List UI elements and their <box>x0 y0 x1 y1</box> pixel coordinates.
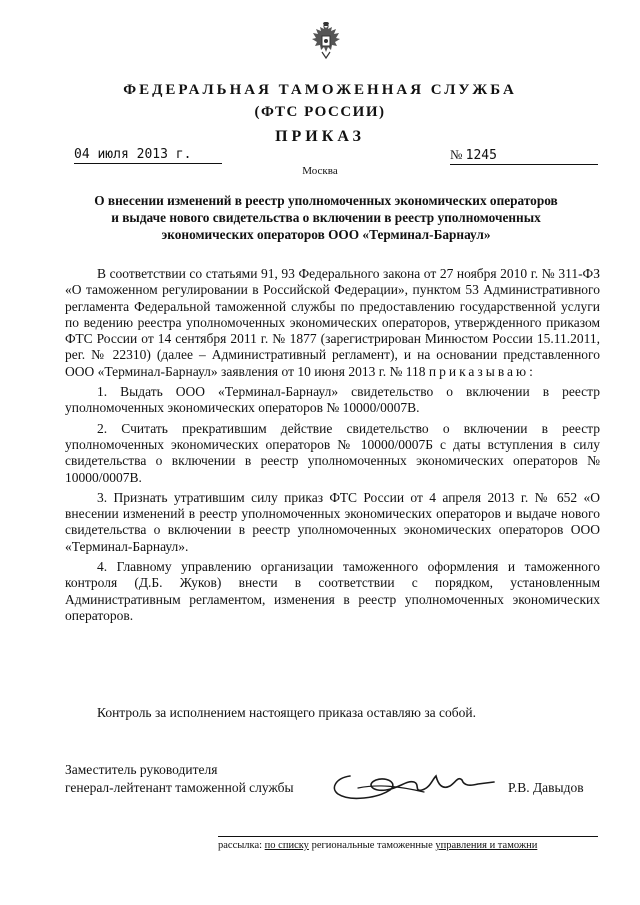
position-line: Заместитель руководителя <box>65 762 218 777</box>
document-type: ПРИКАЗ <box>275 128 365 145</box>
order-item: 1. Выдать ООО «Терминал-Барнаул» свидетельство о включении в реестр уполномоченных экономических операторов № 10000/0007В. <box>65 384 600 416</box>
order-item: 2. Считать прекратившим действие свидетельство о включении в реестр уполномоченных экономических операторов № 10000/0007Б с даты вступления в силу свидетельства о включении в реестр уполномоченных экономических операторов № 10000/0007В. <box>65 420 600 485</box>
handwritten-signature <box>328 762 498 808</box>
order-body <box>65 266 600 628</box>
agency-short-name: (ФТС РОССИИ) <box>254 104 386 120</box>
number-sign: № <box>450 147 463 162</box>
distribution-part: управления и таможни <box>435 840 538 851</box>
order-item: 4. Главному управлению организации таможенного оформления и таможенного контроля (Д.Б. Жуков) внести в соответствии с порядком, установленным Административным регламентом, изменения в реестр уполномоченных экономических операторов. <box>65 559 600 623</box>
order-word: приказываю: <box>428 363 536 379</box>
distribution-part: по списку <box>264 840 309 851</box>
subject-line: и выдаче нового свидетельства о включении в реестр уполномоченных <box>111 210 541 225</box>
order-item: 3. Признать утратившим силу приказ ФТС России от 4 апреля 2013 г. № 652 «О внесении изменений в реестр уполномоченных экономических операторов и выдаче нового свидетельства о включении в реестр уполномоченных экономических операторов ООО «Терминал-Барнаул». <box>65 489 600 554</box>
signatory-name: Р.В. Давыдов <box>508 780 584 795</box>
subject-line: экономических операторов ООО «Терминал-Барнаул» <box>161 227 491 242</box>
city: Москва <box>302 165 338 177</box>
distribution-label: рассылка: <box>218 840 263 851</box>
subject-line: О внесении изменений в реестр уполномоченных экономических операторов <box>94 193 558 208</box>
agency-name: ФЕДЕРАЛЬНАЯ ТАМОЖЕННАЯ СЛУЖБА <box>123 82 517 98</box>
control-statement: Контроль за исполнением настоящего приказа оставляю за собой. <box>97 705 476 720</box>
distribution-part: региональные таможенные <box>311 840 433 851</box>
preamble-paragraph <box>65 266 600 380</box>
position-line: генерал-лейтенант таможенной службы <box>65 780 294 795</box>
signatory-position <box>65 761 294 797</box>
number-value: 1245 <box>465 148 497 163</box>
distribution-list <box>218 836 598 851</box>
double-headed-eagle-emblem-icon <box>310 22 342 62</box>
order-subject <box>70 192 582 243</box>
preamble-text: В соответствии со статьями 91, 93 Федерального закона от 27 ноября 2010 г. № 311-ФЗ «О таможенном регулировании в Российской Федерации», пунктом 53 Административного регламента Федеральной таможенной службы по предоставлению государственной услуги по ведению реестра уполномоченных экономических операторов, утвержденного приказом ФТС России от 14 сентября 2011 г. № 1877 (зарегистрирован Минюстом России 15.11.2011, рег. № 22310) (далее – Административный регламент), и на основании представленного ООО «Терминал-Барнаул» заявления от 10 июня 2013 г. № 118 <box>65 266 600 379</box>
order-number <box>450 147 598 165</box>
order-date: 04 июля 2013 г. <box>74 147 222 164</box>
